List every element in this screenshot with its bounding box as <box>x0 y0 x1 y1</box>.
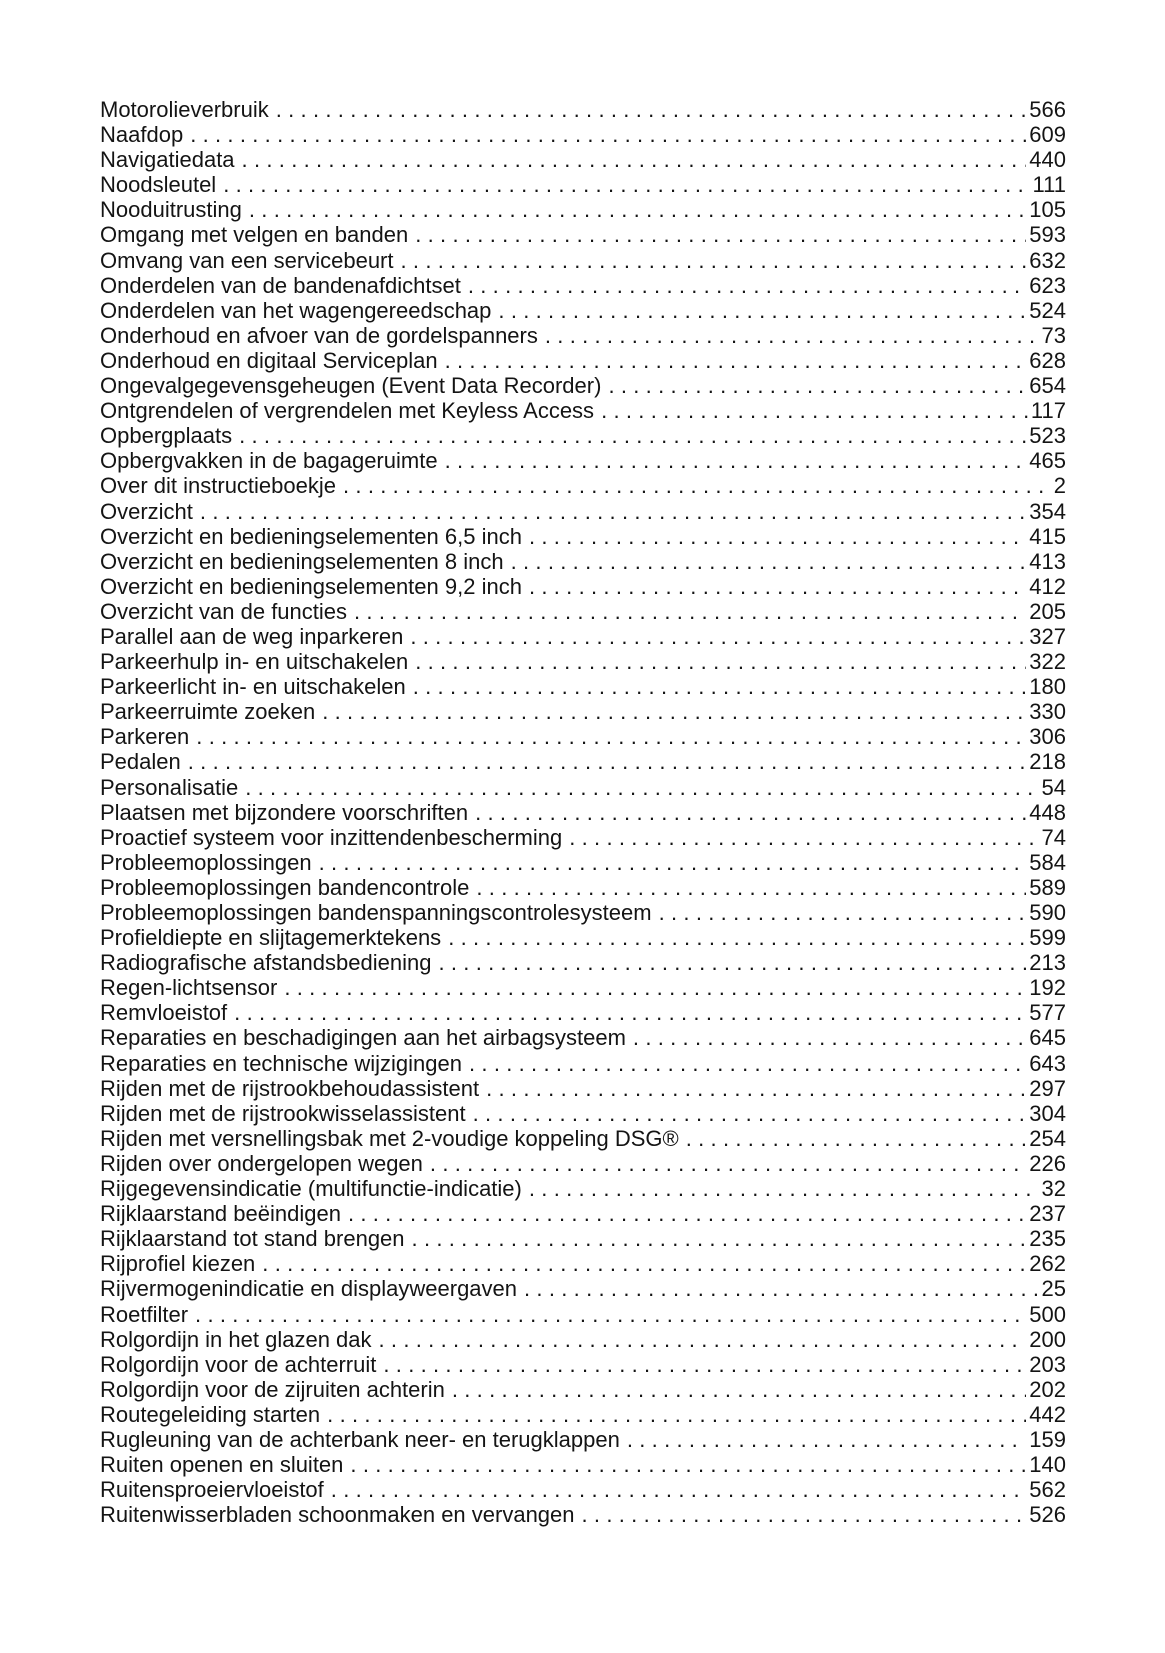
toc-entry <box>100 1327 1066 1352</box>
toc-entry-page: 523 <box>1029 423 1066 449</box>
toc-entry <box>100 674 1066 699</box>
toc-entry-page: 205 <box>1029 598 1066 624</box>
toc-entry-title: Probleemoplossingen <box>100 849 312 875</box>
toc-entry <box>100 549 1066 574</box>
toc-entry-title: Parkeerlicht in- en uitschakelen <box>100 674 406 700</box>
dot-leader <box>476 875 1026 900</box>
toc-entry-page: 200 <box>1029 1326 1066 1352</box>
toc-entry-page: 192 <box>1029 975 1066 1001</box>
toc-entry-title: Onderhoud en digitaal Serviceplan <box>100 347 438 373</box>
toc-entry <box>100 473 1066 498</box>
toc-entry <box>100 649 1066 674</box>
dot-leader <box>445 448 1027 473</box>
toc-entry <box>100 1477 1066 1502</box>
toc-entry-page: 202 <box>1029 1376 1066 1402</box>
toc-entry-page: 524 <box>1029 297 1066 323</box>
toc-entry-page: 599 <box>1029 925 1066 951</box>
toc-entry-title: Rijklaarstand tot stand brengen <box>100 1226 405 1252</box>
toc-entry <box>100 574 1066 599</box>
dot-leader <box>498 298 1026 323</box>
toc-entry-page: 623 <box>1029 272 1066 298</box>
toc-entry-title: Nooduitrusting <box>100 197 242 223</box>
toc-entry-title: Parkeerruimte zoeken <box>100 699 316 725</box>
toc-entry-title: Overzicht van de functies <box>100 598 348 624</box>
toc-entry <box>100 373 1066 398</box>
toc-entry-page: 2 <box>1053 473 1066 499</box>
toc-entry <box>100 1051 1066 1076</box>
toc-entry-title: Reparaties en beschadigingen aan het airbagsysteem <box>100 1025 626 1051</box>
toc-entry-title: Rijklaarstand beëindigen <box>100 1201 341 1227</box>
toc-entry-title: Regen-lichtsensor <box>100 975 278 1001</box>
toc-entry-page: 448 <box>1029 799 1066 825</box>
toc-entry-title: Rolgordijn voor de zijruiten achterin <box>100 1376 445 1402</box>
toc-entry-title: Rolgordijn in het glazen dak <box>100 1326 372 1352</box>
dot-leader <box>529 1176 1039 1201</box>
toc-entry-page: 645 <box>1029 1025 1066 1051</box>
toc-entry-title: Onderhoud en afvoer van de gordelspanners <box>100 322 538 348</box>
toc-entry-page: 237 <box>1029 1201 1066 1227</box>
toc-entry-page: 526 <box>1029 1502 1066 1528</box>
dot-leader <box>331 1477 1027 1502</box>
dot-leader <box>410 624 1026 649</box>
toc-entry-page: 330 <box>1029 699 1066 725</box>
toc-entry <box>100 1151 1066 1176</box>
toc-entry-title: Ongevalgegevensgeheugen (Event Data Recorder) <box>100 373 602 399</box>
toc-entry-page: 297 <box>1029 1075 1066 1101</box>
toc-entry-title: Ruitensproeiervloeistof <box>100 1477 324 1503</box>
toc-entry <box>100 1176 1066 1201</box>
toc-entry-title: Rugleuning van de achterbank neer- en terugklappen <box>100 1426 620 1452</box>
toc-entry-page: 25 <box>1041 1276 1066 1302</box>
toc-entry-title: Over dit instructieboekje <box>100 473 336 499</box>
toc-entry-page: 74 <box>1041 824 1066 850</box>
toc-entry <box>100 1251 1066 1276</box>
toc-entry <box>100 398 1066 423</box>
toc-entry-page: 111 <box>1032 172 1066 198</box>
toc-entry-title: Probleemoplossingen bandenspanningscontrolesysteem <box>100 900 652 925</box>
dot-leader <box>249 197 1026 222</box>
toc-entry <box>100 1377 1066 1402</box>
dot-leader <box>350 1452 1026 1477</box>
dot-leader <box>200 499 1026 524</box>
toc-entry-page: 327 <box>1029 623 1066 649</box>
toc-entry <box>100 1025 1066 1050</box>
toc-entry <box>100 775 1066 800</box>
dot-leader <box>608 373 1026 398</box>
toc-entry-title: Rijprofiel kiezen <box>100 1251 256 1277</box>
toc-entry-title: Rolgordijn voor de achterruit <box>100 1351 377 1377</box>
toc-entry <box>100 197 1066 222</box>
toc-entry-title: Roetfilter <box>100 1301 189 1327</box>
dot-leader <box>188 749 1027 774</box>
toc-entry <box>100 1502 1066 1527</box>
toc-entry-page: 589 <box>1029 874 1066 900</box>
toc-entry-title: Ruiten openen en sluiten <box>100 1452 344 1478</box>
toc-entry <box>100 1427 1066 1452</box>
toc-entry-page: 643 <box>1029 1050 1066 1076</box>
toc-entry <box>100 1276 1066 1301</box>
toc-entry <box>100 323 1066 348</box>
toc-entry <box>100 423 1066 448</box>
dot-leader <box>195 1302 1026 1327</box>
toc-entry-page: 235 <box>1029 1226 1066 1252</box>
dot-leader <box>524 1276 1039 1301</box>
toc-entry <box>100 1101 1066 1126</box>
dot-leader <box>196 724 1026 749</box>
dot-leader <box>445 348 1027 373</box>
toc-entry-title: Routegeleiding starten <box>100 1401 321 1427</box>
dot-leader <box>601 398 1028 423</box>
toc-entry <box>100 97 1066 122</box>
dot-leader <box>511 549 1027 574</box>
toc-entry-title: Rijden met de rijstrookwisselassistent <box>100 1100 466 1126</box>
dot-leader <box>545 323 1039 348</box>
toc-entry <box>100 1302 1066 1327</box>
toc-entry-title: Motorolieverbruik <box>100 97 269 122</box>
toc-entry-title: Omgang met velgen en banden <box>100 222 409 248</box>
dot-leader <box>276 97 1027 122</box>
toc-entry <box>100 975 1066 1000</box>
dot-leader <box>529 524 1026 549</box>
toc-entry-page: 632 <box>1029 247 1066 273</box>
toc-entry-page: 562 <box>1029 1477 1066 1503</box>
toc-entry <box>100 925 1066 950</box>
toc-entry <box>100 172 1066 197</box>
dot-leader <box>327 1402 1026 1427</box>
toc-entry-title: Remvloeistof <box>100 1000 228 1026</box>
toc-entry <box>100 800 1066 825</box>
toc-entry-title: Proactief systeem voor inzittendenbescherming <box>100 824 563 850</box>
toc-entry <box>100 699 1066 724</box>
toc-entry-page: 354 <box>1029 498 1066 524</box>
toc-entry-title: Naafdop <box>100 122 184 148</box>
dot-leader <box>383 1352 1026 1377</box>
toc-entry-page: 465 <box>1029 448 1066 474</box>
toc-entry-page: 442 <box>1029 1401 1066 1427</box>
dot-leader <box>343 473 1051 498</box>
toc-entry-page: 105 <box>1029 197 1066 223</box>
toc-entry-page: 654 <box>1029 373 1066 399</box>
toc-entry-title: Radiografische afstandsbediening <box>100 950 432 976</box>
dot-leader <box>234 1000 1026 1025</box>
toc-entry-page: 117 <box>1030 398 1066 424</box>
toc-entry-page: 566 <box>1029 97 1066 122</box>
toc-entry-page: 413 <box>1029 548 1066 574</box>
dot-leader <box>486 1076 1026 1101</box>
toc-entry-page: 590 <box>1029 900 1066 925</box>
toc-entry-title: Onderdelen van de bandenafdichtset <box>100 272 461 298</box>
toc-entry <box>100 122 1066 147</box>
toc-entry-title: Probleemoplossingen bandencontrole <box>100 874 470 900</box>
toc-entry-page: 226 <box>1029 1150 1066 1176</box>
toc-entry <box>100 875 1066 900</box>
dot-leader <box>475 800 1026 825</box>
toc-entry-title: Overzicht en bedieningselementen 8 inch <box>100 548 504 574</box>
dot-leader <box>659 900 1027 925</box>
toc-entry <box>100 850 1066 875</box>
dot-leader <box>322 699 1026 724</box>
dot-leader <box>448 925 1026 950</box>
toc-entry <box>100 273 1066 298</box>
toc-entry <box>100 248 1066 273</box>
toc-entry-title: Ruitenwisserbladen schoonmaken en vervangen <box>100 1502 575 1528</box>
toc-entry-title: Rijden over ondergelopen wegen <box>100 1150 423 1176</box>
dot-leader <box>245 775 1038 800</box>
dot-leader <box>469 1051 1026 1076</box>
toc-entry <box>100 499 1066 524</box>
toc-entry <box>100 1201 1066 1226</box>
toc-entry-title: Noodsleutel <box>100 172 217 198</box>
toc-entry <box>100 298 1066 323</box>
toc-entry-title: Parallel aan de weg inparkeren <box>100 623 404 649</box>
toc-entry <box>100 599 1066 624</box>
toc-entry-page: 218 <box>1029 749 1066 775</box>
toc-entry-title: Reparaties en technische wijzigingen <box>100 1050 462 1076</box>
toc-entry <box>100 1000 1066 1025</box>
toc-entry-page: 32 <box>1041 1176 1066 1202</box>
toc-entry <box>100 348 1066 373</box>
dot-leader <box>413 674 1027 699</box>
toc-entry-title: Opbergplaats <box>100 423 233 449</box>
toc-entry-page: 262 <box>1029 1251 1066 1277</box>
dot-leader <box>412 1226 1027 1251</box>
toc-entry-page: 304 <box>1029 1100 1066 1126</box>
toc-entry-title: Ontgrendelen of vergrendelen met Keyless Access <box>100 398 595 424</box>
dot-leader <box>223 172 1029 197</box>
toc-entry-title: Overzicht en bedieningselementen 9,2 inch <box>100 573 522 599</box>
toc-entry-title: Overzicht <box>100 498 193 524</box>
toc-entry-title: Navigatiedata <box>100 147 235 173</box>
toc-entry-title: Omvang van een servicebeurt <box>100 247 394 273</box>
toc-entry <box>100 222 1066 247</box>
toc-entry <box>100 1452 1066 1477</box>
toc-entry-title: Personalisatie <box>100 774 239 800</box>
dot-leader <box>582 1502 1027 1527</box>
toc-entry-title: Profieldiepte en slijtagemerktekens <box>100 925 442 951</box>
toc-entry-page: 415 <box>1029 523 1066 549</box>
dot-leader <box>452 1377 1026 1402</box>
dot-leader <box>627 1427 1026 1452</box>
toc-entry-page: 440 <box>1029 147 1066 173</box>
toc-entry <box>100 825 1066 850</box>
toc-entry-page: 73 <box>1041 322 1066 348</box>
dot-leader <box>239 423 1026 448</box>
toc-entry-title: Onderdelen van het wagengereedschap <box>100 297 492 323</box>
toc-entry-page: 254 <box>1029 1125 1066 1151</box>
toc-entry <box>100 724 1066 749</box>
toc-entry-page: 180 <box>1029 674 1066 700</box>
toc-entry <box>100 1226 1066 1251</box>
dot-leader <box>348 1201 1026 1226</box>
toc-entry <box>100 1352 1066 1377</box>
dot-leader <box>354 599 1026 624</box>
dot-leader <box>468 273 1026 298</box>
dot-leader <box>262 1251 1026 1276</box>
toc-entry-page: 140 <box>1029 1452 1066 1478</box>
toc-entry-page: 593 <box>1029 222 1066 248</box>
toc-entry <box>100 1126 1066 1151</box>
dot-leader <box>473 1101 1027 1126</box>
toc-entry-title: Rijden met versnellingsbak met 2-voudige koppeling DSG® <box>100 1125 679 1151</box>
dot-leader <box>242 147 1027 172</box>
toc-entry-title: Rijvermogenindicatie en displayweergaven <box>100 1276 518 1302</box>
toc-entry <box>100 1402 1066 1427</box>
dot-leader <box>319 850 1027 875</box>
toc-entry-title: Overzicht en bedieningselementen 6,5 inch <box>100 523 522 549</box>
toc-entry-title: Pedalen <box>100 749 181 775</box>
dot-leader <box>430 1151 1026 1176</box>
toc-entry-page: 609 <box>1029 122 1066 148</box>
toc-entry-page: 500 <box>1029 1301 1066 1327</box>
toc-entry-page: 203 <box>1029 1351 1066 1377</box>
toc-entry <box>100 147 1066 172</box>
toc-entry <box>100 448 1066 473</box>
toc-entry <box>100 524 1066 549</box>
dot-leader <box>379 1327 1027 1352</box>
dot-leader <box>529 574 1026 599</box>
toc-entry-page: 322 <box>1029 649 1066 675</box>
toc-entry-page: 577 <box>1029 1000 1066 1026</box>
dot-leader <box>569 825 1038 850</box>
toc-entry-title: Parkeerhulp in- en uitschakelen <box>100 649 409 675</box>
dot-leader <box>415 222 1026 247</box>
toc-entry-title: Plaatsen met bijzondere voorschriften <box>100 799 469 825</box>
dot-leader <box>401 248 1027 273</box>
dot-leader <box>633 1025 1026 1050</box>
toc-entry-title: Parkeren <box>100 724 190 750</box>
toc-entry <box>100 624 1066 649</box>
toc-entry <box>100 1076 1066 1101</box>
toc-entry-page: 159 <box>1029 1426 1066 1452</box>
dot-leader <box>284 975 1026 1000</box>
toc-entry <box>100 749 1066 774</box>
toc-entry-page: 584 <box>1029 849 1066 875</box>
dot-leader <box>190 122 1026 147</box>
dot-leader <box>438 950 1026 975</box>
toc-entry-page: 412 <box>1029 573 1066 599</box>
toc-entry-page: 213 <box>1029 950 1066 976</box>
toc-entry-title: Rijgegevensindicatie (multifunctie-indicatie) <box>100 1176 522 1202</box>
dot-leader <box>686 1126 1027 1151</box>
dot-leader <box>415 649 1026 674</box>
toc-entry-page: 54 <box>1041 774 1066 800</box>
toc-entry <box>100 900 1066 925</box>
toc-entry-title: Opbergvakken in de bagageruimte <box>100 448 438 474</box>
toc-entry <box>100 950 1066 975</box>
toc-entry-title: Rijden met de rijstrookbehoudassistent <box>100 1075 480 1101</box>
toc-entry-page: 306 <box>1029 724 1066 750</box>
toc-entry-page: 628 <box>1029 347 1066 373</box>
